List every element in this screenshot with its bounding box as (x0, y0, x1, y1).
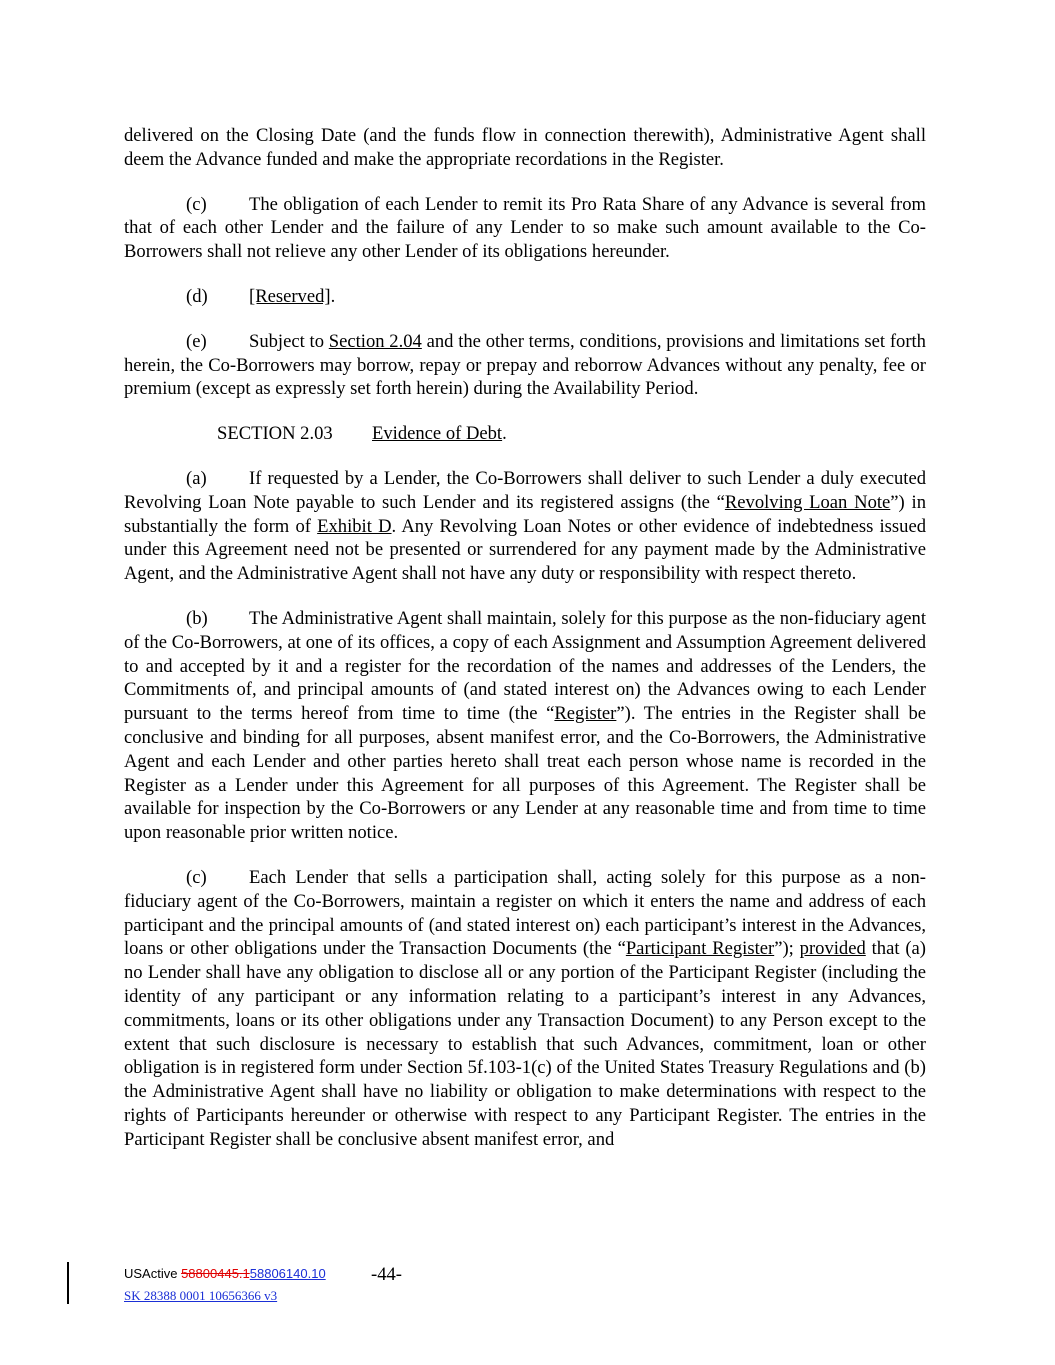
reserved-text: [Reserved] (249, 285, 331, 307)
page-number: -44- (371, 1264, 402, 1285)
defined-term: Participant Register (625, 938, 775, 960)
paragraph-label: (a) (186, 467, 207, 489)
exhibit-reference: Exhibit D (317, 515, 392, 537)
punctuation: . (502, 423, 507, 445)
paragraph-label: (c) (186, 193, 207, 215)
paragraph-d-reserved (124, 285, 926, 309)
paragraph-text: ”) in substantially the form of (124, 491, 926, 537)
change-bar (67, 1262, 69, 1304)
footer-prefix: USActive (124, 1266, 182, 1281)
section-heading (124, 422, 926, 446)
footer-doc-number (124, 1266, 326, 1281)
paragraph-text: . Any Revolving Loan Notes or other evidence of indebtedness issued under this Agreement need not be presented or surrendered for any payment made by the Administrative Agent, and the Administrative Agent shall not have any duty or responsibility with respect thereto. (124, 515, 926, 585)
paragraph-c-obligation (124, 193, 926, 264)
paragraph-c-participation (124, 866, 926, 1152)
paragraph-label: (e) (186, 330, 207, 352)
paragraph-a-revolving-note (124, 467, 926, 586)
defined-term: Register (554, 703, 617, 725)
punctuation: . (330, 285, 336, 307)
paragraph-text: The obligation of each Lender to remit its Pro Rata Share of any Advance is several from that of each other Lender and the failure of any Lender to so make such amount available to the Co- Borrowers shall not relieve any other Lender of its obligations hereunder. (124, 193, 926, 263)
provided-term: provided (799, 938, 866, 960)
section-reference-link: Section 2.04 (328, 330, 422, 352)
paragraph-text: delivered on the Closing Date (and the funds flow in connection therewith), Administrative Agent shall deem the Advance funded and make the appropriate recordations in the Register. (124, 125, 926, 170)
paragraph-b-register (124, 607, 926, 845)
paragraph-label: (d) (186, 285, 208, 307)
document-body (124, 124, 926, 1172)
paragraph-text: ”); (774, 938, 800, 960)
deleted-doc-number: 58800445.1 (181, 1266, 250, 1281)
defined-term: Revolving Loan Note (724, 491, 891, 513)
paragraph-text: Subject to (249, 330, 329, 352)
paragraph-text: The Administrative Agent shall maintain, solely for this purpose as the non-fiduciary agent of the Co-Borrowers, at one of its offices, a copy of each Assignment and Assumption Agreement delivered to and accepted by it and a register for the recordation of the names and addresses of the Lenders, the Commitments of, and principal amounts of (and stated interest on) the Advances owing to each Lender pursuant to the terms hereof from time to time (the “ (124, 607, 926, 725)
paragraph-label: (c) (186, 866, 207, 888)
section-number: SECTION 2.03 (217, 423, 333, 445)
paragraph-text: and the other terms, conditions, provisions and limitations set forth herein, the Co-Borrowers may borrow, repay or prepay and reborrow Advances without any penalty, fee or premium (except as expressly set forth herein) during the Availability Period. (124, 330, 926, 400)
footer-doc-id: SK 28388 0001 10656366 v3 (124, 1288, 278, 1303)
section-title: Evidence of Debt (372, 423, 503, 445)
paragraph-text: Each Lender that sells a participation shall, acting solely for this purpose as a non- fiduciary agent of the Co-Borrowers, maintain a register on which it enters the name and address of each participant and the principal amounts of (and stated interest on) each participant’s interest in the Advances, loans or other obligations under the Transaction Documents (the “ (124, 866, 926, 960)
paragraph-e-borrowing (124, 330, 926, 401)
paragraph-text: ”). The entries in the Register shall be conclusive and binding for all purposes, absent manifest error, and the Co-Borrowers, the Administrative Agent and each Lender and other parties hereto shall treat each person whose name is recorded in the Register as a Lender under this Agreement for all purposes of this Agreement. The Register shall be available for inspection by the Co-Borrowers or any Lender at any reasonable time and from time to time upon reasonable prior written notice. (124, 703, 926, 844)
paragraph-label: (b) (186, 607, 208, 629)
paragraph-text: If requested by a Lender, the Co-Borrowers shall deliver to such Lender a duly executed Revolving Loan Note payable to such Lender and its registered assigns (the “ (124, 467, 926, 513)
paragraph-continuation (124, 124, 926, 172)
inserted-doc-number: 58806140.10 (249, 1266, 326, 1281)
paragraph-text: that (a) no Lender shall have any obligation to disclose all or any portion of the Participant Register (including the identity of any participant or any information relating to a participant’s interest in any Advances, commitments, loans or its other obligations under any Transaction Document) to any Person except to the extent that such disclosure is necessary to establish that such Advances, commitment, loan or other obligation is in registered form under Section 5f.103-1(c) of the United States Treasury Regulations and (b) the Administrative Agent shall have no liability or obligation to make determinations with respect to the rights of Participants hereunder or otherwise with respect to any Participant Register. The entries in the Participant Register shall be conclusive absent manifest error, and (124, 938, 926, 1150)
